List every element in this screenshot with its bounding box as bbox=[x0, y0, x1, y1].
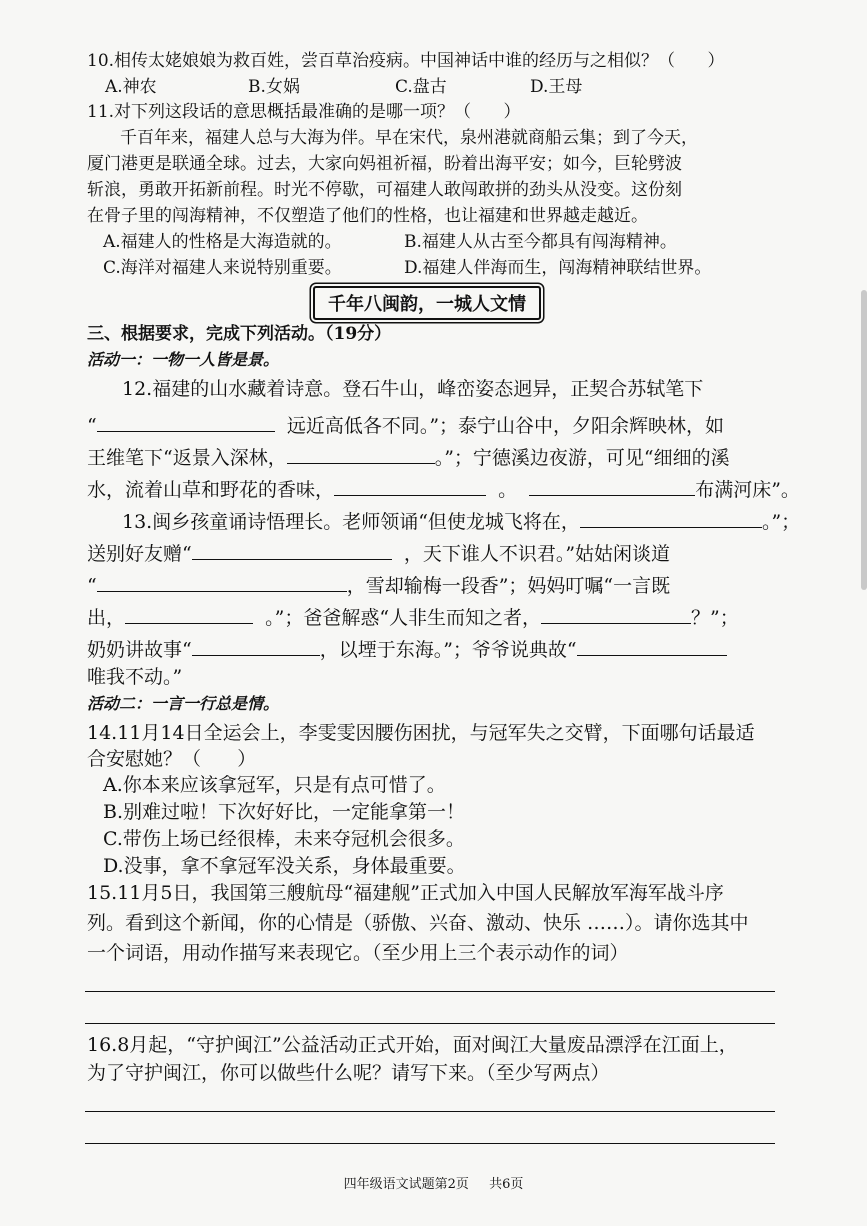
q13-line: 出， 。”；爸爸解惑“人非生而知之者， ？”； bbox=[87, 604, 739, 628]
q14-option-d: D.没事，拿不拿冠军没关系，身体最重要。 bbox=[103, 855, 466, 877]
footer-total-pages: 共6页 bbox=[489, 1177, 524, 1192]
q12-line: 王维笔下“返景入深林， 。”；宁德溪边夜游，可见“细细的溪 bbox=[87, 444, 730, 468]
q13-line: 唯我不动。” bbox=[87, 666, 183, 688]
answer-line[interactable] bbox=[85, 1111, 775, 1112]
q13-line: 送别好友赠“ ，天下谁人不识君。”姑姑闲谈道 bbox=[87, 540, 670, 564]
q13-line: 奶奶讲故事“ ，以堙于东海。”；爷爷说典故“ bbox=[87, 636, 727, 660]
q14-option-c: C.带伤上场已经很棒，未来夺冠机会很多。 bbox=[103, 828, 465, 850]
answer-blank[interactable] bbox=[125, 604, 253, 624]
q10-option-b: B.女娲 bbox=[248, 77, 300, 97]
answer-blank[interactable] bbox=[577, 636, 727, 656]
section-banner: 千年八闽韵，一城人文情 bbox=[313, 286, 541, 320]
q10-option-c: C.盘古 bbox=[395, 77, 447, 97]
answer-line[interactable] bbox=[85, 991, 775, 992]
scrollbar-thumb[interactable] bbox=[861, 290, 867, 590]
page-footer bbox=[0, 1173, 867, 1192]
q12-line: 水，流着山草和野花的香味， 。 布满河床”。 bbox=[87, 476, 800, 500]
answer-blank[interactable] bbox=[97, 412, 275, 432]
q11-option-b: B.福建人从古至今都具有闯海精神。 bbox=[404, 232, 677, 252]
q11-passage-line: 厦门港更是联通全球。过去，大家向妈祖祈福，盼着出海平安；如今，巨轮劈波 bbox=[87, 154, 682, 174]
activity1-title: 活动一：一物一人皆是景。 bbox=[87, 350, 280, 369]
q16-line: 16.8月起，“守护闽江”公益活动正式开始，面对闽江大量废品漂浮在江面上， bbox=[87, 1034, 738, 1056]
answer-blank[interactable] bbox=[192, 636, 320, 656]
answer-blank[interactable] bbox=[529, 476, 695, 496]
q10-stem: 10.相传太姥娘娘为救百姓，尝百草治疫病。中国神话中谁的经历与之相似？（ ） bbox=[87, 51, 725, 71]
q13-line: “ ，雪却输梅一段香”；妈妈叮嘱“一言既 bbox=[87, 572, 670, 596]
answer-blank[interactable] bbox=[287, 444, 435, 464]
q11-stem: 11.对下列这段话的意思概括最准确的是哪一项？（ ） bbox=[87, 102, 521, 122]
q11-passage-line: 斩浪，勇敢开拓新前程。时光不停歇，可福建人敢闯敢拼的劲头从没变。这份刻 bbox=[87, 180, 682, 200]
answer-blank[interactable] bbox=[192, 540, 392, 560]
q13-line: 13.闽乡孩童诵诗悟理长。老师领诵“但使龙城飞将在， 。”； bbox=[122, 508, 800, 532]
answer-blank[interactable] bbox=[541, 604, 691, 624]
q15-line: 列。看到这个新闻，你的心情是（骄傲、兴奋、激动、快乐 ……）。请你选其中 bbox=[87, 912, 749, 934]
q12-line: 12.福建的山水藏着诗意。登石牛山，峰峦姿态迥异，正契合苏轼笔下 bbox=[122, 378, 704, 400]
answer-blank[interactable] bbox=[334, 476, 486, 496]
activity2-title: 活动二：一言一行总是情。 bbox=[87, 694, 280, 713]
q14-line: 合安慰她？（ ） bbox=[87, 748, 257, 770]
q12-line: “ 远近高低各不同。”；泰宁山谷中，夕阳余辉映林，如 bbox=[87, 412, 724, 436]
q14-option-a: A.你本来应该拿冠军，只是有点可惜了。 bbox=[103, 774, 446, 796]
footer-page-number: 四年级语文试题第2页 bbox=[343, 1177, 469, 1192]
answer-line[interactable] bbox=[85, 1143, 775, 1144]
q11-passage-line: 在骨子里的闯海精神，不仅塑造了他们的性格，也让福建和世界越走越近。 bbox=[87, 206, 648, 226]
answer-blank[interactable] bbox=[97, 572, 347, 592]
answer-blank[interactable] bbox=[580, 508, 762, 528]
q16-line: 为了守护闽江，你可以做些什么呢？请写下来。（至少写两点） bbox=[87, 1062, 610, 1084]
q15-line: 15.11月5日，我国第三艘航母“福建舰”正式加入中国人民解放军海军战斗序 bbox=[87, 882, 724, 904]
q11-passage-line: 千百年来，福建人总与大海为伴。早在宋代，泉州港就商船云集；到了今天， bbox=[120, 128, 698, 148]
q10-option-a: A.神农 bbox=[105, 77, 157, 97]
q11-option-c: C.海洋对福建人来说特别重要。 bbox=[103, 258, 342, 278]
answer-line[interactable] bbox=[85, 1023, 775, 1024]
section3-title: 三、根据要求，完成下列活动。（19分） bbox=[87, 324, 392, 344]
q15-line: 一个词语，用动作描写来表现它。（至少用上三个表示动作的词） bbox=[87, 942, 629, 964]
q11-option-a: A.福建人的性格是大海造就的。 bbox=[103, 232, 342, 252]
q11-option-d: D.福建人伴海而生，闯海精神联结世界。 bbox=[404, 258, 712, 278]
q14-line: 14.11月14日全运会上，李雯雯因腰伤困扰，与冠军失之交臂，下面哪句话最适 bbox=[87, 722, 755, 744]
q10-option-d: D.王母 bbox=[530, 77, 583, 97]
q14-option-b: B.别难过啦！下次好好比，一定能拿第一！ bbox=[103, 801, 466, 823]
